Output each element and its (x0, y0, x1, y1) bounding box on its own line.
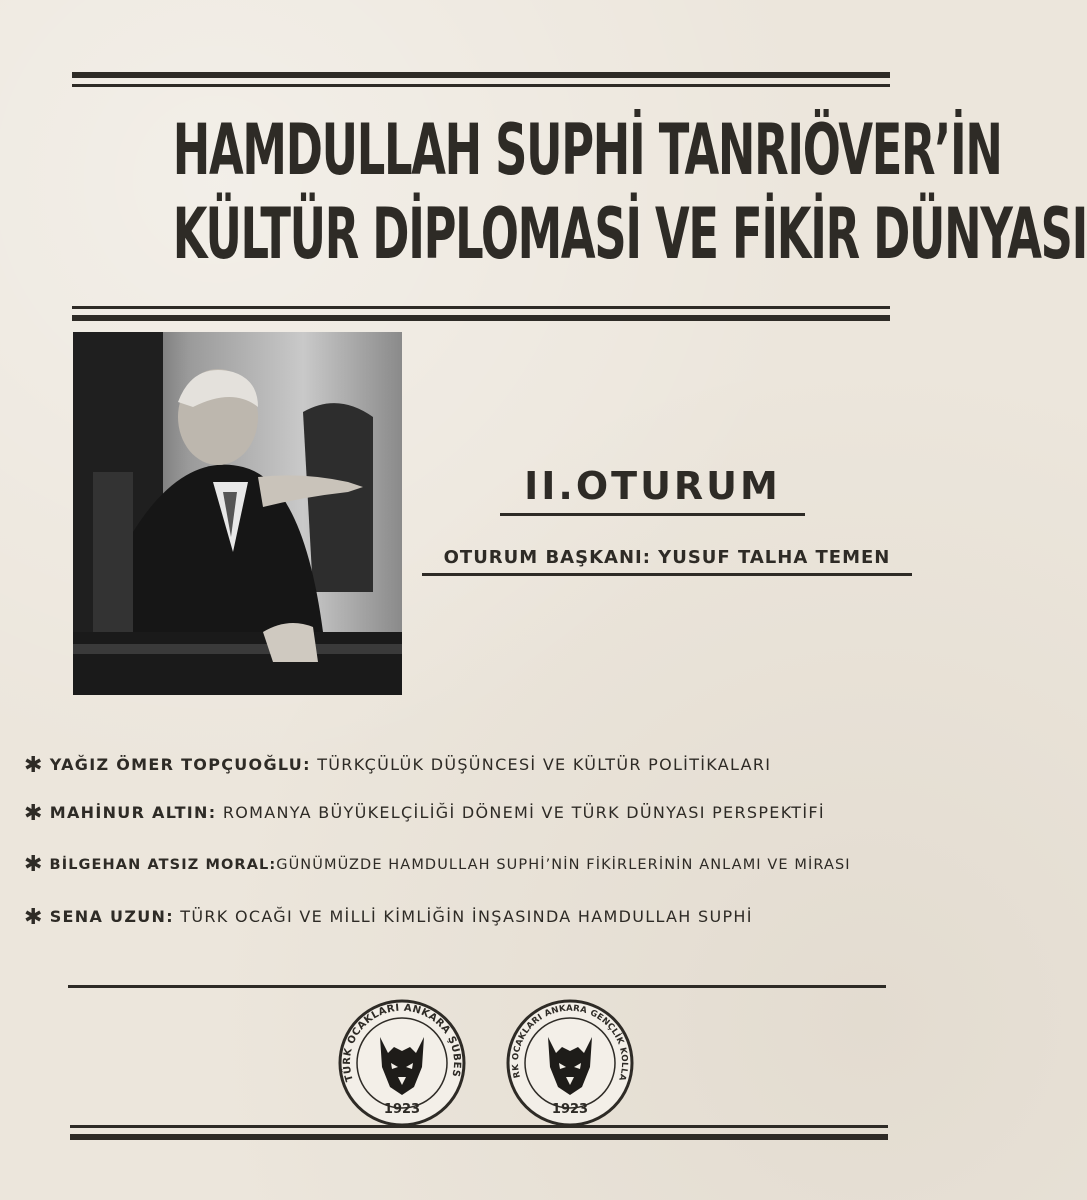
speaker-item (24, 853, 851, 877)
speaker-item (24, 753, 771, 778)
logo-year: 1923 (551, 1102, 589, 1117)
turk-ocaklari-genclik-kollari-logo (504, 997, 636, 1129)
asterisk-icon: ✱ (24, 801, 44, 826)
title-line-2: KÜLTÜR DİPLOMASİ VE FİKİR DÜNYASI (172, 193, 1087, 275)
title-line-1: HAMDULLAH SUPHİ TANRIÖVER’İN (172, 109, 1002, 191)
speaker-name: YAĞIZ ÖMER TOPÇUOĞLU: (49, 755, 311, 774)
speaker-name: MAHİNUR ALTIN: (49, 803, 217, 822)
speaker-item (24, 905, 753, 930)
asterisk-icon: ✱ (24, 852, 44, 877)
turk-ocaklari-ankara-subesi-logo (336, 997, 468, 1129)
session-chair: OTURUM BAŞKANI: YUSUF TALHA TEMEN (422, 546, 912, 576)
footer-rule (68, 985, 886, 988)
logo-year: 1923 (383, 1102, 421, 1117)
speaker-name: BİLGEHAN ATSIZ MORAL: (49, 857, 277, 873)
asterisk-icon: ✱ (24, 753, 44, 778)
portrait-photo (73, 332, 402, 695)
logo-ring-text: RK OCAKLARI ANKARA GENÇLİK KOLLA (510, 1003, 630, 1082)
session-title: II.OTURUM (500, 463, 805, 516)
bottom-double-rule (70, 1125, 888, 1140)
top-double-rule (72, 72, 890, 87)
asterisk-icon: ✱ (24, 905, 44, 930)
speaker-topic: ROMANYA BÜYÜKELÇİLİĞİ DÖNEMİ VE TÜRK DÜNYASI PERSPEKTİFİ (216, 803, 825, 822)
event-title (172, 108, 1087, 276)
middle-double-rule (72, 306, 890, 321)
speaker-topic: TÜRKÇÜLÜK DÜŞÜNCESİ VE KÜLTÜR POLİTİKALARI (310, 755, 772, 774)
speaker-item (24, 801, 825, 826)
speaker-topic: GÜNÜMÜZDE HAMDULLAH SUPHİ’NİN FİKİRLERİNİN ANLAMI VE MİRASI (276, 857, 851, 873)
speaker-name: SENA UZUN: (49, 907, 174, 926)
speaker-topic: TÜRK OCAĞI VE MİLLİ KİMLİĞİN İNŞASINDA HAMDULLAH SUPHİ (173, 907, 753, 926)
logo-ring-text: TÜRK OCAKLARI ANKARA ŞUBES (341, 1002, 463, 1083)
